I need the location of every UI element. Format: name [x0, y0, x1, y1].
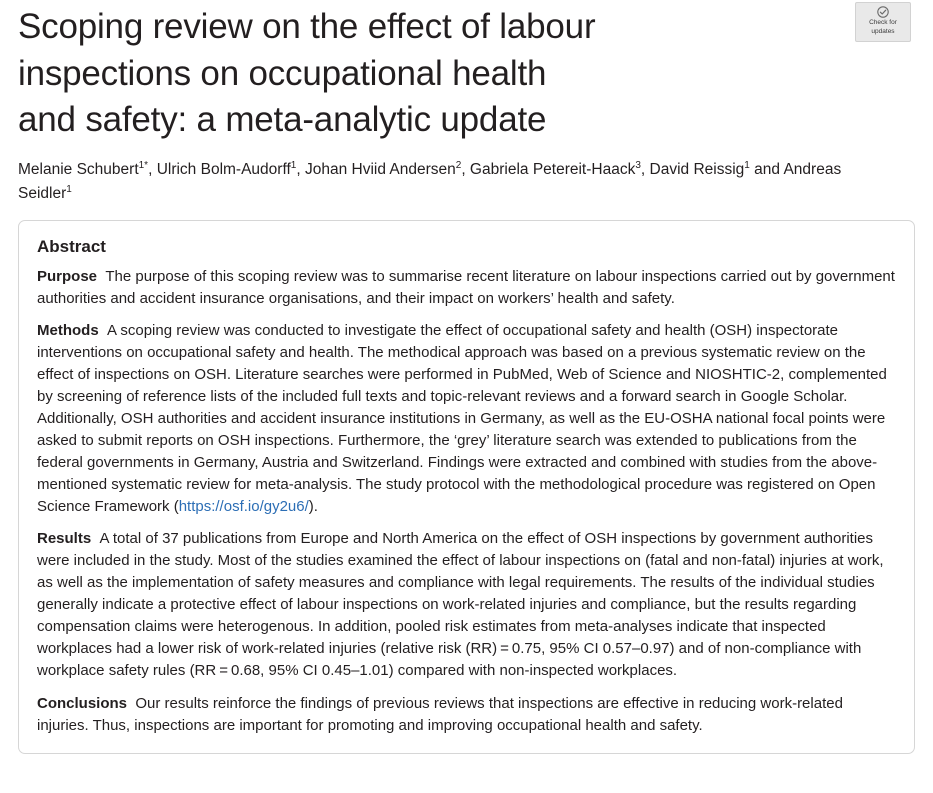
- author-name: , Johan Hviid Andersen: [296, 160, 456, 178]
- author-affiliation-marker: 1: [290, 159, 297, 171]
- author-name: , Gabriela Petereit-Haack: [461, 160, 636, 178]
- osf-protocol-link[interactable]: https://osf.io/gy2u6/: [178, 498, 309, 516]
- abstract-methods-label: Methods: [37, 321, 99, 339]
- abstract-results-label: Results: [37, 530, 92, 548]
- page-title-line-1: Scoping review on the effect of labour: [18, 7, 596, 46]
- author-affiliation-marker: 1: [744, 159, 750, 171]
- abstract-methods-text: A scoping review was conducted to investigate the effect of occupational safety and health (OSH) inspectorate interventions on occupational safety and health. The methodical approach was based on a previous systematic review on the effect of inspections on OSH. Literature searches were performed in PubMed, Web of Science and NIOSHTIC-2, complemented by screening of reference lists of the included full texts and topic-relevant reviews and a forward search in Google Scholar. Additionally, OSH authorities and accident insurance institutions in Germany, as well as the EU-OSHA national focal points were asked to submit reports on OSH inspections. Furthermore, the ‘grey’ literature search was extended to publications from the federal governments in Germany, Austria and Switzerland. Findings were extracted and combined with studies from the above-mentioned systematic review for meta-analysis. The study protocol with the methodological procedure was registered on Open Science Framework (: [37, 321, 887, 516]
- abstract-heading: Abstract: [37, 236, 106, 256]
- abstract-results: [37, 528, 896, 682]
- abstract-results-text: A total of 37 publications from Europe and North America on the effect of OSH inspections by government authorities were included in the study. Most of the studies examined the effect of labour inspections on (fatal and non-fatal) injuries at work, as well as the implementation of safety measures and compliance with legal requirements. The results of the individual studies generally indicate a protective effect of labour inspections on work-related injuries and compliance, but the results regarding compensation claims were heterogenous. In addition, pooled risk estimates from meta-analyses indicate that inspected workplaces had a lower risk of work-related injuries (relative risk (RR) = 0.75, 95% CI 0.57–0.97) and of non-compliance with workplace safety rules (RR = 0.68, 95% CI 0.45–1.01) compared with non-inspected workplaces.: [37, 530, 884, 680]
- author-affiliation-marker: 2: [455, 159, 462, 171]
- author-name: Melanie Schubert: [18, 160, 139, 178]
- abstract-purpose-text: The purpose of this scoping review was to summarise recent literature on labour inspections carried out by government authorities and accident insurance organisations, and their impact on workers’ health and safety.: [37, 267, 895, 307]
- author-name: , David Reissig: [640, 160, 745, 178]
- author-name: and Andreas Seidler: [18, 160, 842, 202]
- abstract-purpose-label: Purpose: [37, 267, 98, 285]
- check-for-updates-badge[interactable]: [855, 2, 911, 42]
- abstract-conclusions-label: Conclusions: [37, 694, 128, 712]
- page-title: [18, 0, 738, 144]
- author-affiliation-marker: 1*: [138, 159, 149, 171]
- author-affiliation-marker: 1: [66, 183, 72, 195]
- abstract-conclusions-text: Our results reinforce the findings of previous reviews that inspections are effective in reducing work-related injuries. Thus, inspections are important for promoting and improving occupational health and safety.: [37, 694, 843, 734]
- abstract-purpose: [37, 266, 896, 310]
- check-for-updates-line2: updates: [871, 28, 895, 36]
- author-name: , Ulrich Bolm-Audorff: [148, 160, 291, 178]
- check-for-updates-icon: [877, 6, 889, 18]
- abstract-conclusions: [37, 693, 896, 737]
- check-for-updates-line1: Check for: [869, 19, 897, 26]
- author-affiliation-marker: 3: [635, 159, 641, 171]
- page-title-line-3: and safety: a meta-analytic update: [18, 100, 547, 140]
- abstract-box: [18, 220, 915, 754]
- page-title-line-2: inspections on occupational health: [18, 53, 547, 93]
- author-list: [18, 158, 898, 206]
- abstract-methods: [37, 320, 896, 518]
- abstract-methods-text-after-link: ).: [308, 498, 318, 516]
